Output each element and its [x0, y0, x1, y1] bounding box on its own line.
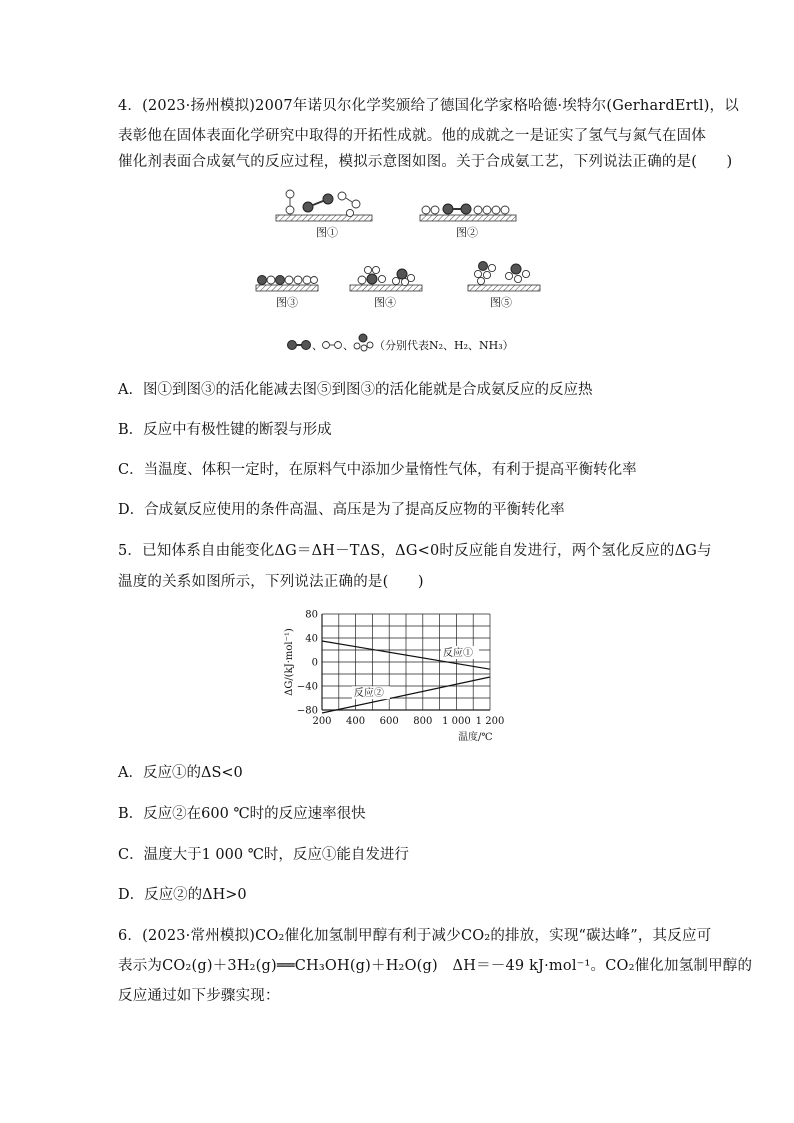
svg-text:、: 、: [312, 339, 323, 352]
y-tick-label: −40: [296, 681, 318, 693]
x-tick-label: 600: [379, 716, 399, 727]
fig-2-caption: 图②: [456, 226, 478, 239]
y-tick-label: −80: [296, 705, 318, 717]
x-tick-label: 200: [312, 716, 332, 727]
q4-line-2: 表彰他在固体表面化学研究中取得的开拓性成就。他的成就之一是证实了氢气与氮气在固体: [118, 128, 706, 144]
fig-1-caption: 图①: [316, 226, 338, 239]
y-tick-label: 40: [305, 633, 318, 645]
catalyst-surface-diagram: [250, 182, 550, 357]
molecule-legend: [288, 334, 514, 352]
fig-4-caption: 图④: [374, 296, 396, 309]
q4-option-a: A．图①到图③的活化能减去图⑤到图③的活化能就是合成氨反应的反应热: [118, 382, 593, 398]
chart-y-label: ΔG/(kJ·mol⁻¹): [284, 628, 295, 696]
q4-option-c: C．当温度、体积一定时，在原料气中添加少量惰性气体，有利于提高平衡转化率: [118, 462, 637, 478]
q5-option-b: B．反应②在600 ℃时的反应速率很快: [118, 806, 366, 822]
fig-1: [276, 190, 372, 239]
q5-line-1: 5．已知体系自由能变化ΔG＝ΔH－TΔS，ΔG<0时反应能自发进行，两个氢化反应的ΔG与: [118, 543, 712, 559]
svg-text:、: 、: [343, 339, 354, 352]
x-tick-label: 400: [346, 716, 366, 727]
q4-option-d: D．合成氨反应使用的条件高温、高压是为了提高反应物的平衡转化率: [118, 502, 565, 518]
y-tick-label: 80: [305, 609, 318, 621]
q6-line-3: 反应通过如下步骤实现：: [118, 988, 280, 1004]
series-label: 反应①: [442, 648, 473, 659]
fig-2: [420, 204, 516, 239]
q5-line-2: 温度的关系如图所示，下列说法正确的是( ): [118, 574, 424, 590]
fig-5-caption: 图⑤: [490, 296, 512, 309]
q5-option-c: C．温度大于1 000 ℃时，反应①能自发进行: [118, 847, 409, 863]
q6-line-1: 6．(2023·常州模拟)CO₂催化加氢制甲醇有利于减少CO₂的排放，实现“碳达峰”，其反应可: [118, 928, 712, 944]
fig-5: [468, 262, 540, 310]
y-tick-label: 0: [311, 657, 318, 669]
fig-4: [350, 266, 422, 309]
chart-x-label: 温度/℃: [458, 732, 493, 743]
x-tick-label: 1 000: [442, 716, 471, 727]
x-tick-label: 800: [413, 716, 433, 727]
q4-line-3: 催化剂表面合成氨气的反应过程，模拟示意图如图。关于合成氨工艺，下列说法正确的是( ): [118, 154, 733, 170]
q5-option-a: A．反应①的ΔS<0: [118, 765, 243, 781]
q5-option-d: D．反应②的ΔH>0: [118, 887, 247, 903]
delta-g-chart: [280, 606, 520, 746]
x-tick-label: 1 200: [475, 716, 505, 727]
q4-option-b: B．反应中有极性键的断裂与形成: [118, 422, 332, 438]
series-label: 反应②: [353, 688, 384, 700]
fig-3-caption: 图③: [276, 296, 298, 309]
legend-text: （分别代表N₂、H₂、NH₃）: [374, 339, 514, 352]
q6-line-2: 表示为CO₂(g)＋3H₂(g)══CH₃OH(g)＋H₂O(g) ΔH＝－49 kJ·mol⁻¹。CO₂催化加氢制甲醇的: [118, 958, 753, 974]
fig-3: [256, 276, 318, 310]
q4-line-1: 4．(2023·扬州模拟)2007年诺贝尔化学奖颁给了德国化学家格哈德·埃特尔(GerhardErtl)，以: [118, 98, 739, 114]
